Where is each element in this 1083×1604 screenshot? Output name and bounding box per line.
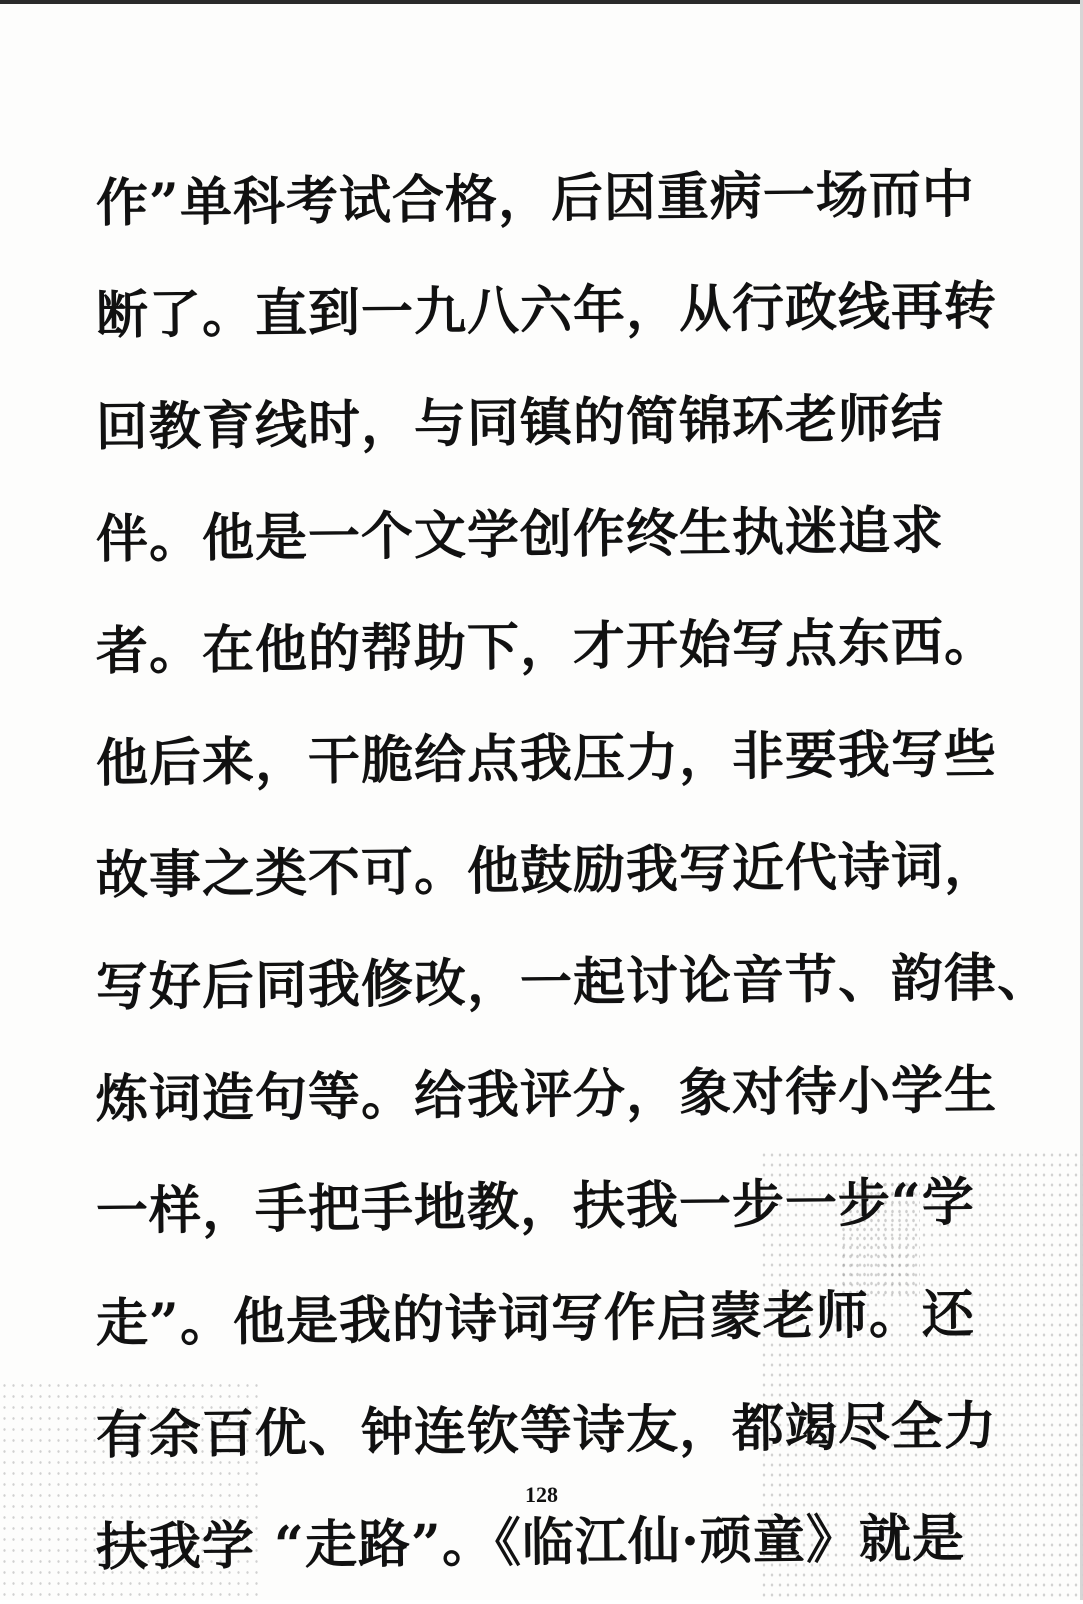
page-number: 128 <box>525 1482 558 1507</box>
text-line: 他后来，干脆给点我压力，非要我写些 <box>95 723 998 794</box>
scan-edge-top <box>0 0 1083 4</box>
text-line: 写好后同我修改，一起讨论音节、韵律、 <box>95 947 1051 1018</box>
text-line: 一样，手把手地教，扶我一步一步“学 <box>95 1171 976 1242</box>
text-line: 扶我学 “走路”。《临江仙·顽童》就是 <box>95 1507 966 1578</box>
text-line: 断了。直到一九八六年，从行政线再转 <box>95 275 998 346</box>
text-line: 伴。他是一个文学创作终生执迷追求 <box>95 500 945 570</box>
text-line: 有余百优、钟连钦等诗友，都竭尽全力 <box>95 1395 998 1466</box>
text-line: 回教育线时，与同镇的简锦环老师结 <box>95 388 945 458</box>
text-line: 者。在他的帮助下，才开始写点东西。 <box>95 611 998 682</box>
text-line: 炼词造句等。给我评分，象对待小学生 <box>95 1059 998 1130</box>
text-line: 作”单科考试合格，后因重病一场而中 <box>95 163 976 234</box>
text-line: 故事之类不可。他鼓励我写近代诗词， <box>95 835 998 906</box>
body-text <box>95 148 1051 1604</box>
text-line: 走”。他是我的诗词写作启蒙老师。还 <box>95 1283 976 1354</box>
